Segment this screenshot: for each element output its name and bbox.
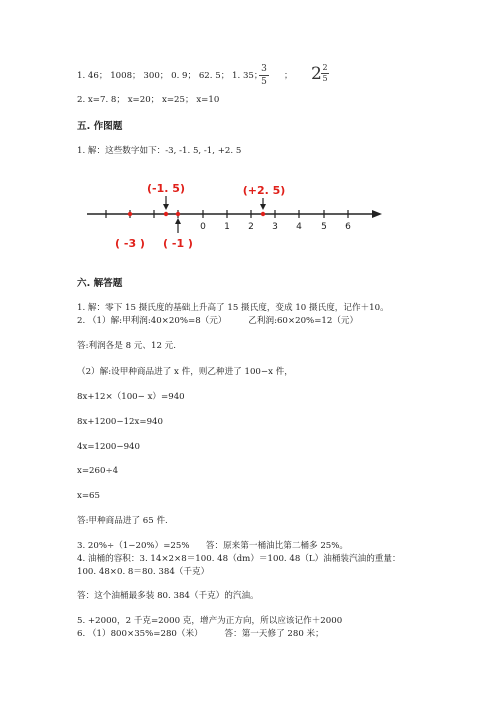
arrow-up-icon [175, 218, 181, 224]
answer-line: 1. 解：零下 15 摄氏度的基础上升高了 15 摄氏度，变成 10 摄氏度，记作＋10。 [77, 303, 389, 313]
fraction-three-fifths [259, 64, 269, 87]
tick-label: 6 [345, 222, 351, 232]
tick-label: 3 [272, 222, 278, 232]
answer-line: 5. +2000，2 千克=2000 克，增产为正方向，所以应该记作＋2000 [77, 616, 343, 626]
tick-label: 2 [248, 222, 254, 232]
answer-line-4-1: 1. 46； 1008； 300； 0. 9； 62. 5； 1. 35； [77, 71, 263, 81]
mixed-whole: 2 [311, 64, 322, 84]
point-minus-1 [176, 212, 180, 216]
point-minus-3 [128, 212, 132, 216]
equation-line: x=260÷4 [77, 466, 119, 476]
tick-label: 5 [321, 222, 327, 232]
answer-line-5-1: 1. 解：这些数字如下：-3, -1. 5, -1, +2. 5 [77, 146, 242, 156]
answer-line: 100. 48×0. 8＝80. 384（千克） [77, 567, 210, 577]
answer-line: 答:甲种商品进了 65 件. [77, 516, 168, 526]
fraction-numerator: 3 [261, 64, 267, 74]
answer-line: 答:利润各是 8 元、12 元. [77, 341, 176, 351]
section-heading-5: 五. 作图题 [77, 121, 123, 132]
label-minus-1: ( -1 ) [163, 237, 193, 250]
arrow-down-icon [163, 204, 169, 210]
equation-line: 8x+1200−12x=940 [77, 417, 163, 427]
answer-line: 3. 20%÷（1−20%）=25% 答：原来第一桶油比第二桶多 25%。 [77, 541, 349, 551]
equation-line: x=65 [77, 491, 100, 501]
separator: ； [284, 71, 293, 81]
answer-line-4-2: 2. x=7. 8； x=20； x=25； x=10 [77, 95, 220, 105]
number-line-diagram [0, 175, 500, 265]
equation-line: 8x+12×（100− x）=940 [77, 392, 185, 402]
arrow-down-icon [260, 204, 266, 210]
arrow-head-icon [372, 210, 382, 218]
answer-line: 2. （1）解:甲利润:40×20%=8（元） 乙利润:60×20%=12（元） [77, 316, 359, 326]
answer-line: 答：这个油桶最多装 80. 384（千克）的汽油。 [77, 591, 259, 601]
point-minus-1-5 [164, 212, 168, 216]
fraction-denominator: 5 [261, 77, 267, 87]
answer-line: （2）解:设甲种商品进了 x 件，则乙种进了 100−x 件， [77, 367, 293, 377]
tick-label: 0 [200, 222, 206, 232]
point-plus-2-5 [261, 212, 265, 216]
answer-line: 6. （1）800×35%=280（米） 答：第一天修了 280 米； [77, 629, 324, 639]
tick-label: 1 [224, 222, 230, 232]
tick-label: 4 [296, 222, 302, 232]
equation-line: 4x=1200−940 [77, 442, 140, 452]
mixed-numerator: 2 [322, 63, 328, 72]
mixed-denominator: 5 [322, 74, 328, 83]
label-plus-2-5: (+2. 5) [242, 184, 286, 197]
label-minus-3: ( -3 ) [115, 237, 145, 250]
mixed-number [311, 64, 333, 88]
section-heading-6: 六. 解答题 [77, 278, 123, 289]
label-minus-1-5: (-1. 5) [147, 182, 185, 195]
answer-line: 4. 油桶的容积：3. 14×2×8＝100. 48（dm）＝100. 48（L）油桶装汽油的重量： [77, 554, 401, 564]
